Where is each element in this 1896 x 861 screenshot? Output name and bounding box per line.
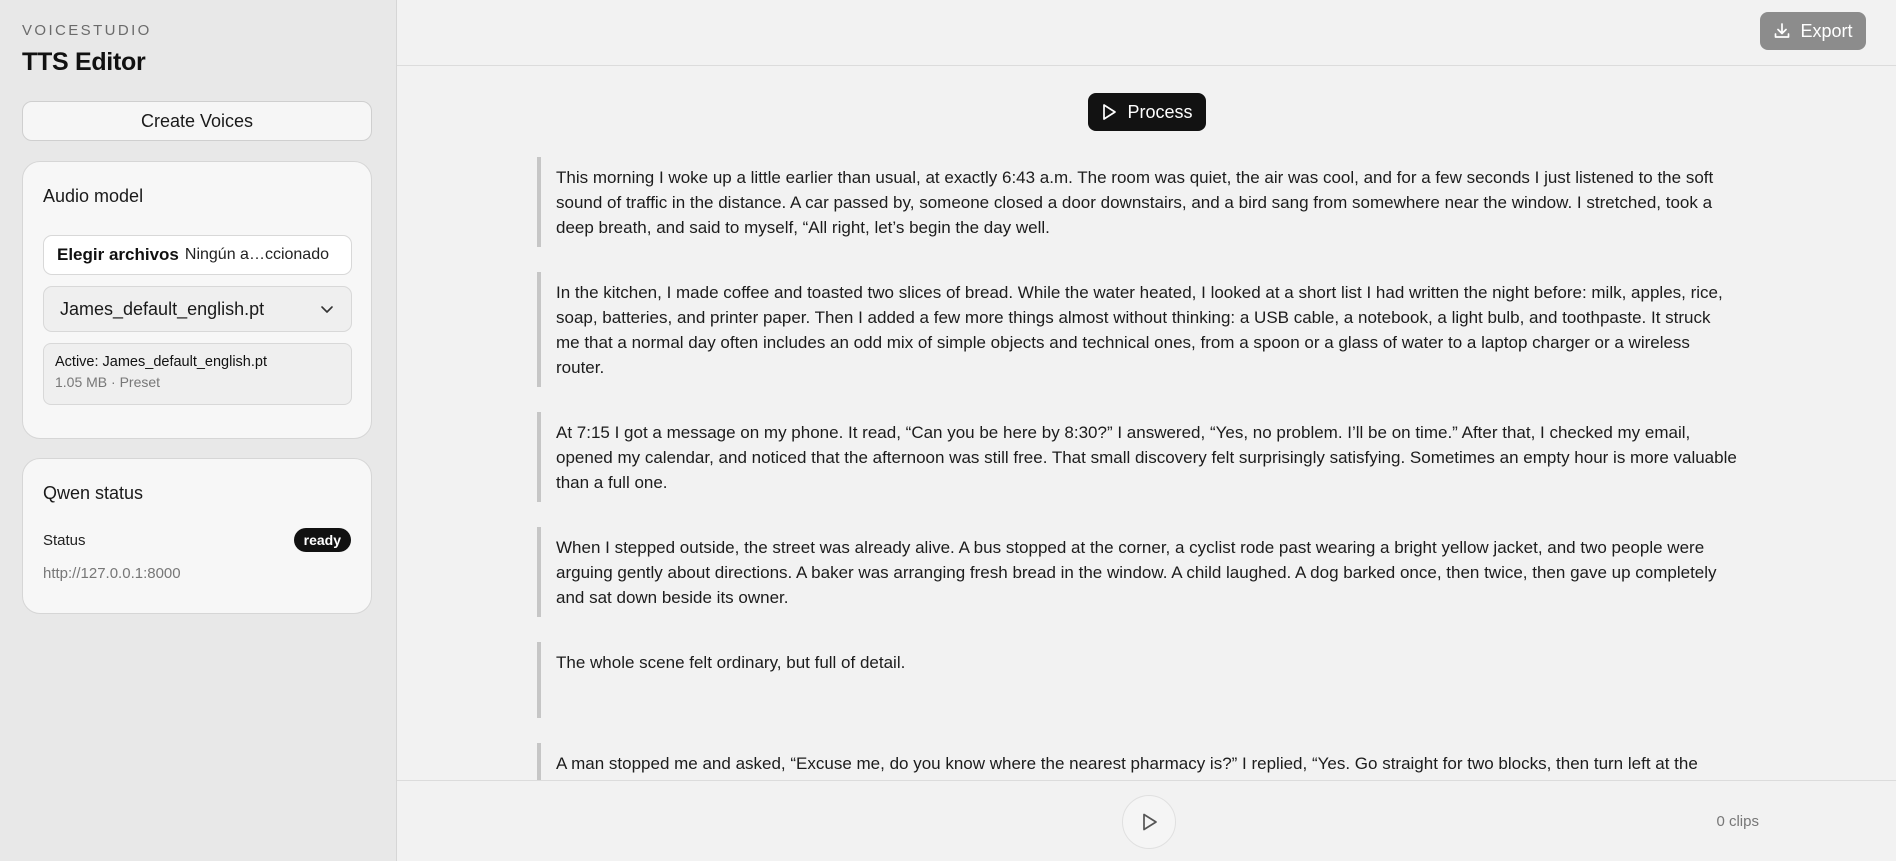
active-model-label: Active: James_default_english.pt (55, 354, 267, 370)
play-button[interactable] (1122, 795, 1176, 849)
server-url: http://127.0.0.1:8000 (43, 565, 181, 582)
text-paragraph[interactable]: This morning I woke up a little earlier than usual, at exactly 6:43 a.m. The room was quiet, the air was cool, and for a few seconds I just listened to the soft sound of traffic in the distance. A car passed by, someone closed a door downstairs, and a bird sang from somewhere near the window. I stretched, took a deep breath, and said to myself, “All right, let’s begin the day well. (537, 157, 1737, 247)
model-select[interactable] (43, 286, 352, 332)
sidebar (0, 0, 397, 861)
clips-count: 0 clips (1716, 813, 1759, 830)
model-select-value: James_default_english.pt (60, 298, 265, 319)
download-icon (1773, 22, 1791, 40)
status-row (43, 528, 351, 552)
play-icon (1101, 103, 1118, 121)
process-label: Process (1127, 101, 1193, 122)
active-model-meta: 1.05 MB · Preset (55, 374, 161, 390)
chevron-down-icon (319, 301, 335, 317)
export-button[interactable] (1760, 12, 1866, 50)
file-name-label: Ningún a…ccionado (184, 246, 329, 263)
text-paragraph[interactable]: When I stepped outside, the street was already alive. A bus stopped at the corner, a cyclist rode past wearing a bright yellow jacket, and two people were arguing gently about directions. A baker was arranging fresh bread in the window. A child laughed. A dog barked once, then twice, then gave up completely and sat down beside its owner. (537, 527, 1737, 617)
audio-model-card (22, 161, 372, 439)
top-toolbar (397, 0, 1896, 66)
choose-file-button[interactable]: Elegir archivos (57, 245, 179, 264)
process-button[interactable] (1088, 93, 1206, 131)
text-editor[interactable] (537, 157, 1737, 780)
audio-model-title: Audio model (43, 186, 144, 206)
text-paragraph[interactable]: At 7:15 I got a message on my phone. It read, “Can you be here by 8:30?” I answered, “Yes, no problem. I’ll be on time.” After that, I checked my email, opened my calendar, and noticed that the afternoon was still free. That small discovery felt surprisingly satisfying. Sometimes an empty hour is more valuable than a full one. (537, 412, 1737, 502)
brand-label: VOICESTUDIO (22, 22, 152, 39)
qwen-status-card (22, 458, 372, 614)
create-voices-button[interactable]: Create Voices (22, 101, 372, 141)
playback-bar (397, 780, 1896, 861)
qwen-status-title: Qwen status (43, 483, 144, 503)
editor-main (397, 0, 1896, 861)
play-icon (1138, 811, 1160, 833)
text-paragraph[interactable]: In the kitchen, I made coffee and toasted two slices of bread. While the water heated, I looked at a short list I had written the night before: milk, apples, rice, soap, batteries, and printer paper. Then I added a few more things almost without thinking: a USB cable, a notebook, a light bulb, and toothpaste. It struck me that a normal day often includes an odd mix of simple objects and technical ones, from a spoon or a glass of water to a laptop charger or a wireless router. (537, 272, 1737, 387)
app-title: TTS Editor (22, 48, 146, 76)
file-input[interactable] (43, 235, 352, 275)
status-badge: ready (294, 528, 351, 552)
status-label: Status (43, 531, 86, 549)
export-label: Export (1800, 20, 1853, 41)
active-model-info (43, 343, 352, 405)
text-paragraph[interactable]: A man stopped me and asked, “Excuse me, do you know where the nearest pharmacy is?” I replied, “Yes. Go straight for two blocks, then turn left at the (537, 743, 1737, 808)
text-paragraph[interactable]: The whole scene felt ordinary, but full of detail. (537, 642, 1737, 718)
